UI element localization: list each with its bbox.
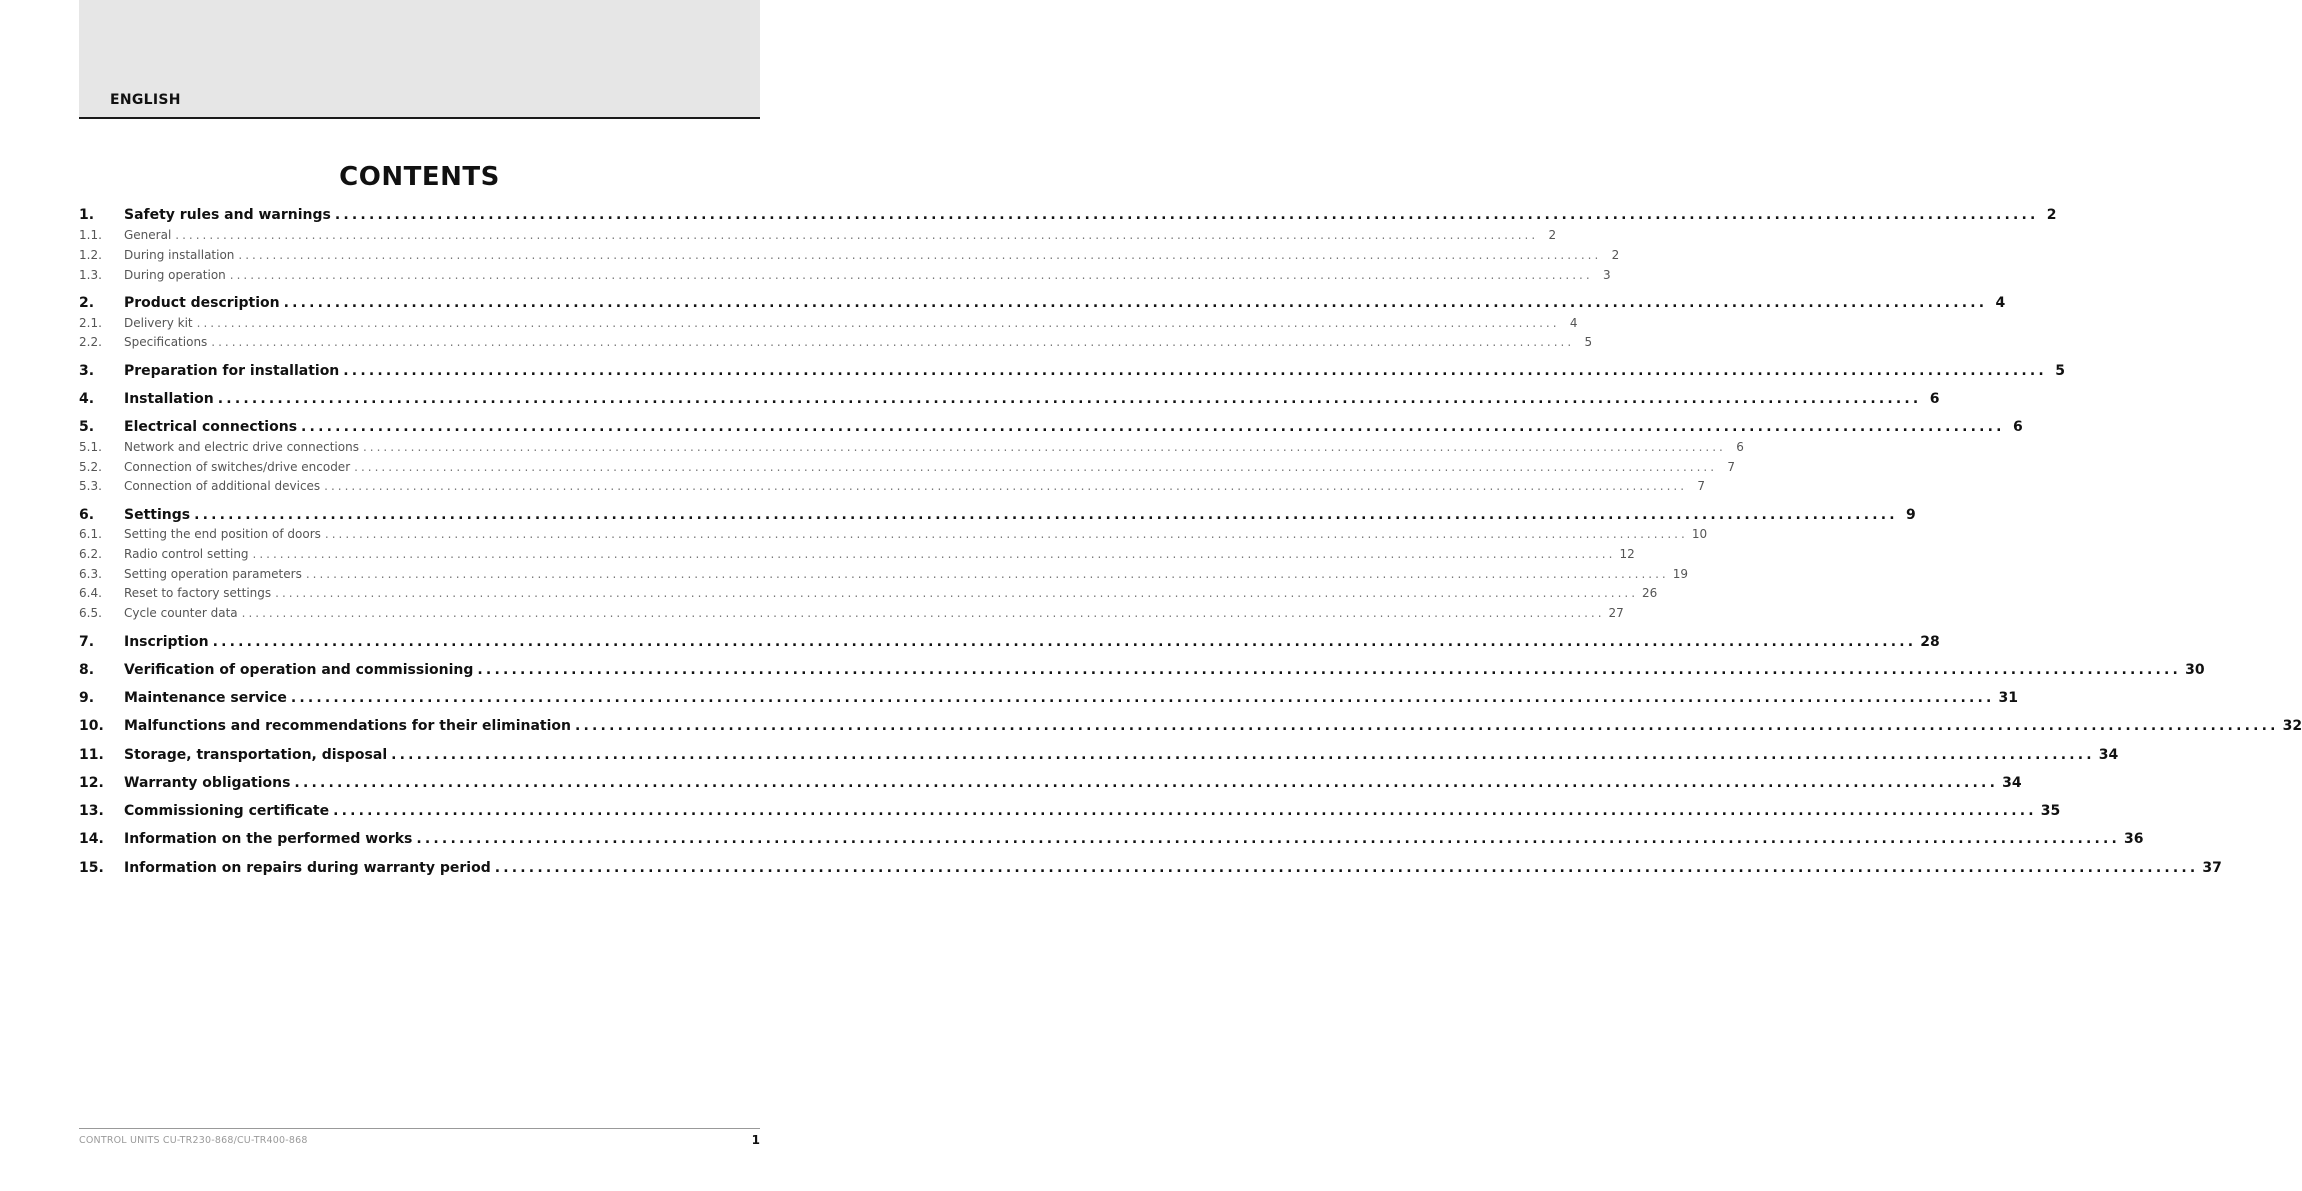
toc-entry-number: 6.4. xyxy=(79,586,102,600)
page-title: CONTENTS xyxy=(339,162,500,192)
toc-dot-leader: ........................................................................................................................................................................................................ xyxy=(354,460,1718,474)
toc-entry-title: Verification of operation and commissioning xyxy=(124,662,474,678)
toc-entry xyxy=(79,460,1736,474)
toc-entry-title: Preparation for installation xyxy=(124,363,340,379)
toc-entry-title: Radio control setting xyxy=(124,547,249,561)
toc-entry xyxy=(79,507,1916,523)
toc-dot-leader: ........................................................................................................................................................................................................ xyxy=(196,316,1560,330)
toc-entry xyxy=(79,803,2061,819)
toc-entry-page: 31 xyxy=(1998,690,2018,706)
language-label: ENGLISH xyxy=(110,92,181,108)
toc-entry xyxy=(79,335,1593,349)
toc-entry xyxy=(79,268,1611,282)
toc-entry xyxy=(79,228,1557,242)
toc-entry-number: 11. xyxy=(79,747,104,763)
toc-entry-page: 27 xyxy=(1608,606,1624,620)
toc-dot-leader: ........................................................................................................................................................................................................ xyxy=(416,831,2121,847)
toc-entry-title: Information on the performed works xyxy=(124,831,413,847)
toc-entry-page: 37 xyxy=(2202,860,2222,876)
toc-entry-number: 6. xyxy=(79,507,95,523)
toc-dot-leader: ........................................................................................................................................................................................................ xyxy=(175,228,1539,242)
toc-entry xyxy=(79,440,1744,454)
toc-entry-number: 13. xyxy=(79,803,104,819)
toc-dot-leader: ........................................................................................................................................................................................................ xyxy=(290,690,1995,706)
toc-entry xyxy=(79,567,1688,581)
toc-entry xyxy=(79,391,1940,407)
toc-entry-page: 10 xyxy=(1691,527,1708,541)
toc-dot-leader: ........................................................................................................................................................................................................ xyxy=(333,803,2037,819)
toc-entry-title: Reset to factory settings xyxy=(124,586,272,600)
toc-entry-page: 7 xyxy=(1727,460,1736,474)
toc-entry-number: 5.2. xyxy=(79,460,102,474)
toc-entry-number: 1.1. xyxy=(79,228,102,242)
toc-entry-title: Product description xyxy=(124,295,280,311)
toc-entry-title: Specifications xyxy=(124,335,208,349)
toc-entry xyxy=(79,363,2065,379)
toc-dot-leader: ........................................................................................................................................................................................................ xyxy=(324,479,1688,493)
toc-entry-number: 8. xyxy=(79,662,95,678)
toc-entry-number: 2.1. xyxy=(79,316,102,330)
toc-entry xyxy=(79,775,2022,791)
toc-entry-title: Setting operation parameters xyxy=(124,567,302,581)
toc-entry-title: Cycle counter data xyxy=(124,606,238,620)
toc-dot-leader: ........................................................................................................................................................................................................ xyxy=(194,507,1898,523)
toc-entry-page: 12 xyxy=(1619,547,1635,561)
toc-entry-page: 19 xyxy=(1672,567,1688,581)
footer-divider xyxy=(79,1128,760,1129)
toc-entry xyxy=(79,718,2302,734)
toc-entry xyxy=(79,860,2222,876)
toc-entry-number: 2. xyxy=(79,295,95,311)
toc-dot-leader: ........................................................................................................................................................................................................ xyxy=(494,860,2199,876)
toc-entry-title: Connection of switches/drive encoder xyxy=(124,460,351,474)
toc-entry-number: 6.3. xyxy=(79,567,102,581)
toc-entry-number: 14. xyxy=(79,831,104,847)
toc-entry-page: 4 xyxy=(1995,295,2006,311)
toc-entry-title: Warranty obligations xyxy=(124,775,291,791)
toc-entry-page: 36 xyxy=(2124,831,2144,847)
footer-product-name: CONTROL UNITS CU-TR230-868/CU-TR400-868 xyxy=(79,1135,308,1146)
toc-entry-page: 9 xyxy=(1906,507,1916,523)
toc-entry-number: 5. xyxy=(79,419,95,435)
toc-entry-number: 5.3. xyxy=(79,479,102,493)
toc-entry-page: 2 xyxy=(1611,248,1620,262)
toc-dot-leader: ........................................................................................................................................................................................................ xyxy=(238,248,1602,262)
toc-entry-page: 3 xyxy=(1603,268,1611,282)
toc-entry-title: During operation xyxy=(124,268,226,282)
footer-page-number: 1 xyxy=(751,1133,760,1147)
toc-entry-title: Delivery kit xyxy=(124,316,193,330)
toc-entry-number: 10. xyxy=(79,718,104,734)
toc-entry xyxy=(79,547,1635,561)
toc-entry xyxy=(79,207,2057,223)
toc-entry-page: 5 xyxy=(2055,363,2065,379)
toc-dot-leader: ........................................................................................................................................................................................................ xyxy=(211,335,1575,349)
toc-dot-leader: ........................................................................................................................................................................................................ xyxy=(252,547,1616,561)
header-band xyxy=(79,0,760,119)
toc-entry-number: 6.5. xyxy=(79,606,102,620)
toc-entry xyxy=(79,248,1620,262)
toc-entry xyxy=(79,419,2023,435)
toc-dot-leader: ........................................................................................................................................................................................................ xyxy=(334,207,2039,223)
toc-entry xyxy=(79,634,1940,650)
toc-dot-leader: ........................................................................................................................................................................................................ xyxy=(217,391,1922,407)
toc-entry-page: 6 xyxy=(1736,440,1744,454)
toc-entry-page: 2 xyxy=(1548,228,1557,242)
toc-dot-leader: ........................................................................................................................................................................................................ xyxy=(477,662,2182,678)
toc-entry-title: Inscription xyxy=(124,634,209,650)
toc-entry-title: Malfunctions and recommendations for their elimination xyxy=(124,718,571,734)
toc-entry-number: 3. xyxy=(79,363,95,379)
toc-entry-page: 26 xyxy=(1642,586,1658,600)
toc-dot-leader: ........................................................................................................................................................................................................ xyxy=(241,606,1605,620)
toc-entry-title: Information on repairs during warranty period xyxy=(124,860,491,876)
toc-entry-title: Network and electric drive connections xyxy=(124,440,359,454)
toc-entry xyxy=(79,606,1624,620)
toc-entry-page: 35 xyxy=(2040,803,2061,819)
toc-entry-number: 12. xyxy=(79,775,104,791)
toc-entry-page: 6 xyxy=(2012,419,2023,435)
toc-entry-number: 15. xyxy=(79,860,104,876)
toc-entry-page: 34 xyxy=(2002,775,2022,791)
toc-dot-leader: ........................................................................................................................................................................................................ xyxy=(294,775,1999,791)
toc-dot-leader: ........................................................................................................................................................................................................ xyxy=(212,634,1917,650)
toc-entry xyxy=(79,747,2119,763)
toc-entry xyxy=(79,831,2144,847)
toc-entry-title: Safety rules and warnings xyxy=(124,207,331,223)
toc-entry xyxy=(79,316,1578,330)
toc-dot-leader: ........................................................................................................................................................................................................ xyxy=(575,718,2279,734)
toc-entry-number: 4. xyxy=(79,391,95,407)
toc-entry-number: 6.1. xyxy=(79,527,102,541)
toc-entry-page: 2 xyxy=(2046,207,2057,223)
toc-entry-title: Settings xyxy=(124,507,191,523)
toc-entry-number: 2.2. xyxy=(79,335,102,349)
toc-entry-page: 7 xyxy=(1697,479,1706,493)
toc-dot-leader: ........................................................................................................................................................................................................ xyxy=(362,440,1726,454)
toc-entry xyxy=(79,662,2205,678)
toc-entry-page: 30 xyxy=(2185,662,2205,678)
toc-dot-leader: ........................................................................................................................................................................................................ xyxy=(391,747,2095,763)
toc-entry-number: 6.2. xyxy=(79,547,102,561)
toc-entry xyxy=(79,479,1706,493)
toc-dot-leader: ........................................................................................................................................................................................................ xyxy=(229,268,1593,282)
toc-dot-leader: ........................................................................................................................................................................................................ xyxy=(324,527,1688,541)
toc-entry-title: Commissioning certificate xyxy=(124,803,330,819)
toc-dot-leader: ........................................................................................................................................................................................................ xyxy=(343,363,2047,379)
toc-entry-page: 32 xyxy=(2282,718,2302,734)
toc-entry xyxy=(79,586,1658,600)
toc-entry-title: General xyxy=(124,228,172,242)
toc-entry-number: 9. xyxy=(79,690,95,706)
toc-entry-number: 5.1. xyxy=(79,440,102,454)
toc-entry xyxy=(79,295,2006,311)
toc-dot-leader: ........................................................................................................................................................................................................ xyxy=(275,586,1639,600)
toc-entry-title: Setting the end position of doors xyxy=(124,527,321,541)
toc-dot-leader: ........................................................................................................................................................................................................ xyxy=(305,567,1669,581)
toc-entry-title: During installation xyxy=(124,248,235,262)
toc-entry-page: 28 xyxy=(1920,634,1940,650)
toc-entry-title: Storage, transportation, disposal xyxy=(124,747,388,763)
toc-entry-title: Maintenance service xyxy=(124,690,287,706)
toc-entry-page: 4 xyxy=(1569,316,1578,330)
toc-dot-leader: ........................................................................................................................................................................................................ xyxy=(301,419,2005,435)
toc-entry-title: Electrical connections xyxy=(124,419,298,435)
toc-dot-leader: ........................................................................................................................................................................................................ xyxy=(283,295,1988,311)
toc-entry-page: 6 xyxy=(1929,391,1940,407)
toc-entry-number: 7. xyxy=(79,634,95,650)
toc-entry-number: 1.3. xyxy=(79,268,102,282)
toc-entry-page: 5 xyxy=(1584,335,1593,349)
toc-entry-title: Installation xyxy=(124,391,214,407)
toc-entry xyxy=(79,527,1708,541)
toc-entry xyxy=(79,690,2018,706)
toc-entry-number: 1.2. xyxy=(79,248,102,262)
toc-entry-title: Connection of additional devices xyxy=(124,479,321,493)
toc-entry-page: 34 xyxy=(2098,747,2119,763)
toc-entry-number: 1. xyxy=(79,207,95,223)
